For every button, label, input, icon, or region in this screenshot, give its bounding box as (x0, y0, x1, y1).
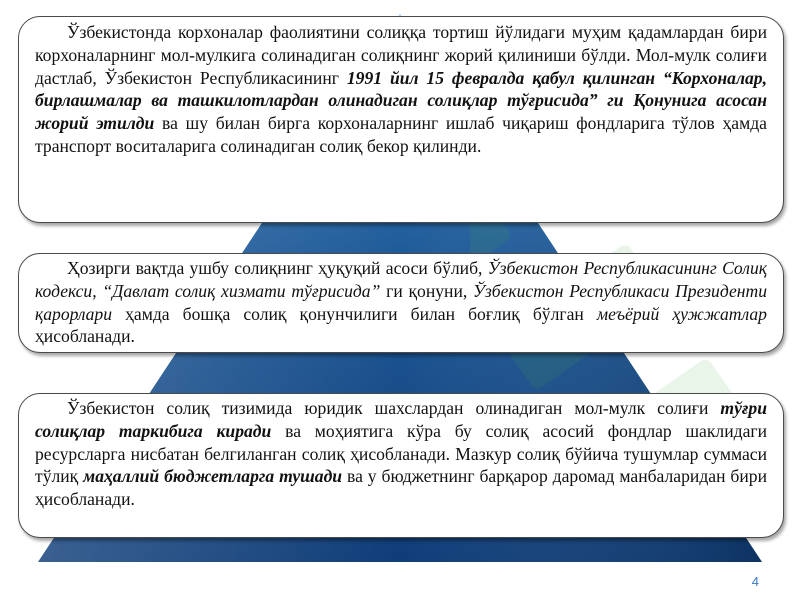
emphasis-direct-taxes: тўғри солиқлар таркибига киради (35, 398, 767, 441)
paragraph-legal-basis (35, 257, 767, 348)
paragraph-text: ги қонуни, (380, 280, 474, 301)
italic-tax-code: Ўзбекистон Республикасининг Солиқ кодекси, “Давлат солиқ хизмати тўғрисида” (35, 258, 767, 301)
paragraph-text: Ўзбекистонда корхоналар фаолиятини солиққа тортиш йўлидаги муҳим қадамлардан бири корхоналарнинг мол-мулкига солинадиган солиқнинг жорий қилиниши бўлди. Мол-мулк солиғи дастлаб, Ўзбекистон Республикасининг (35, 22, 767, 88)
paragraph-history (35, 21, 767, 158)
paragraph-text: Ўзбекистон солиқ тизимида юридик шахслардан олинадиган мол-мулк солиғи (67, 398, 721, 418)
page-number: 4 (751, 574, 759, 589)
italic-president-decrees: Ўзбекистон Республикаси Президенти қарорлари (35, 280, 767, 324)
paragraph-text: ҳисобланади. (35, 326, 135, 347)
paragraph-text: ҳамда бошқа солиқ қонунчилиги билан боғлиқ бўлган (112, 303, 597, 324)
paragraph-text: ва шу билан бирга корхоналарнинг ишлаб чиқариш фондларига тўлов ҳамда транспорт воситаларига солинадиган солиқ бекор қилинди. (35, 113, 767, 156)
emphasis-local-budgets: маҳаллий бюджетларга тушади (83, 466, 343, 487)
text-box-history (18, 16, 784, 223)
emphasis-law-reference: 1991 йил 15 февралда қабул қилинган “Корхоналар, бирлашмалар ва ташкилотлардан олинадиган солиқлар тўғрисида” ги Қонунига асосан жорий этилди (35, 67, 767, 134)
paragraph-text: Ҳозирги вақтда ушбу солиқнинг ҳуқуқий асоси бўлиб, (67, 258, 488, 278)
paragraph-text: ва моҳиятига кўра бу солиқ асосий фондлар шаклидаги ресурсларга нисбатан белгиланган солиқ ҳисобланади. Мазкур солиқ бўйича тушумлар суммаси тўлиқ (35, 420, 768, 487)
text-box-legal-basis (18, 253, 784, 353)
paragraph-text: ва у бюджетнинг барқарор даромад манбаларидан бири ҳисобланади. (35, 466, 767, 510)
paragraph-tax-system (35, 397, 767, 511)
italic-normative-documents: меъёрий ҳужжатлар (596, 303, 767, 324)
text-box-tax-system (18, 393, 784, 538)
